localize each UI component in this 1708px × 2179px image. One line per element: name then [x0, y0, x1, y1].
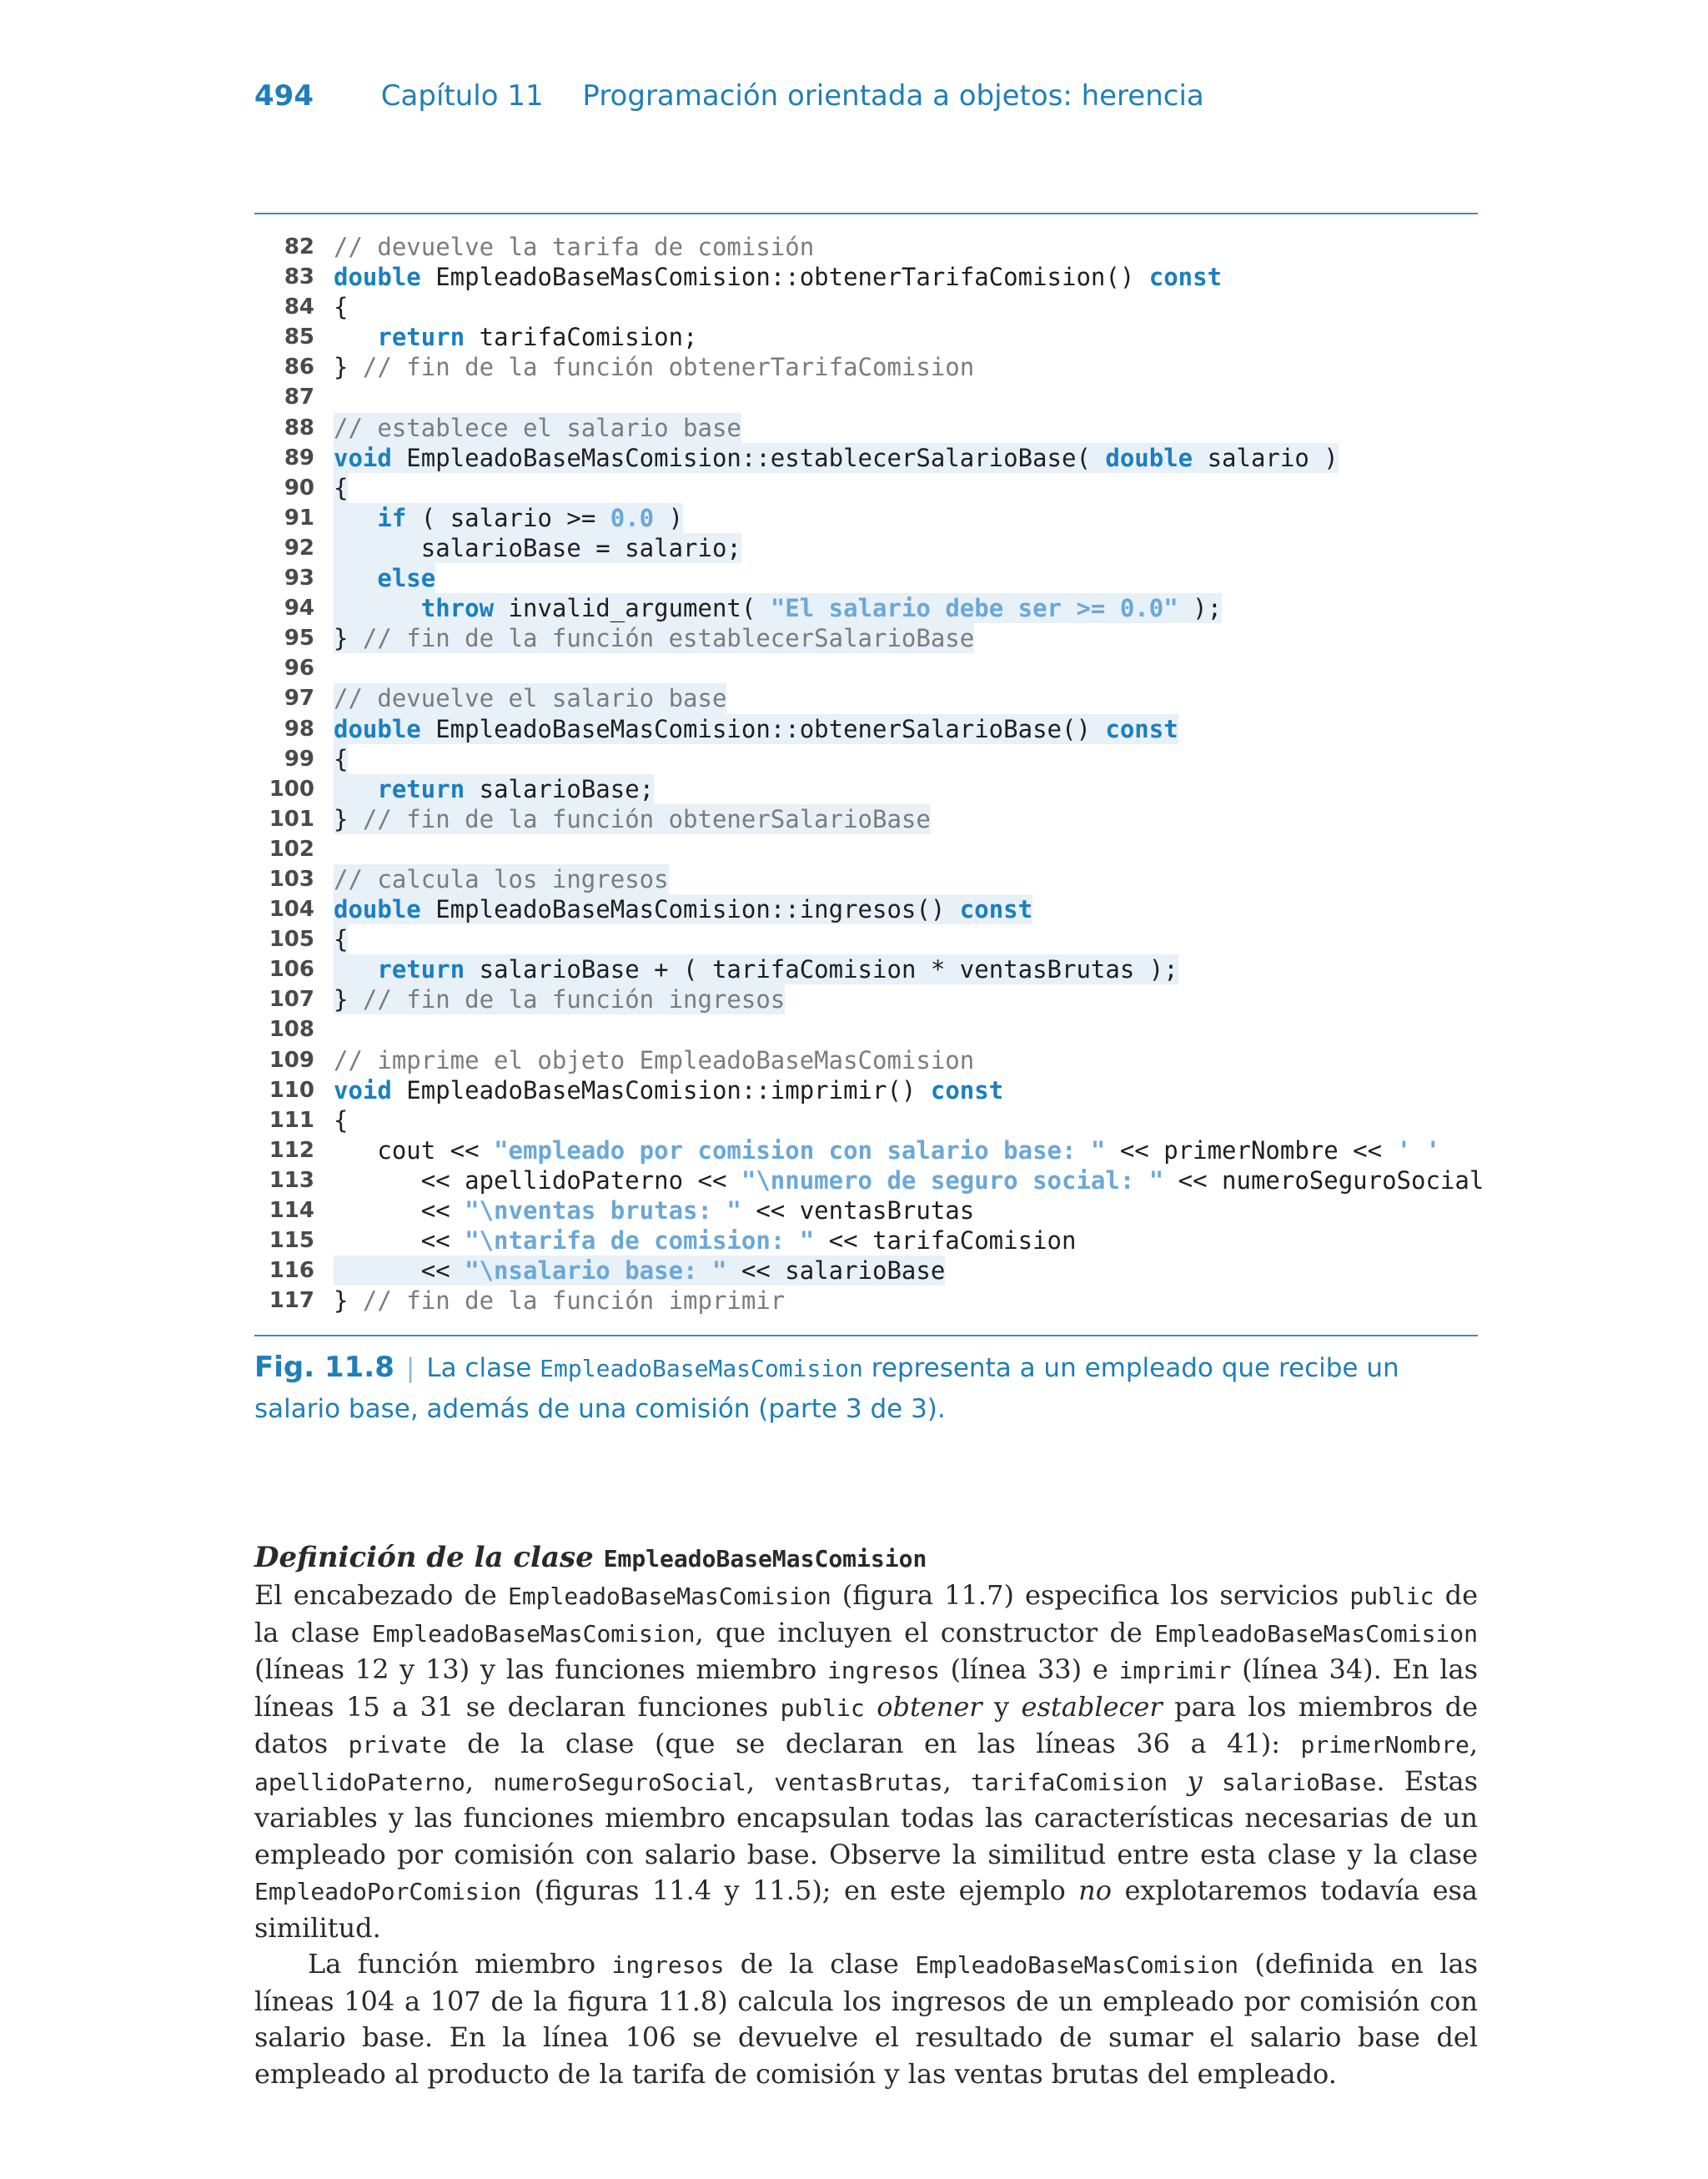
code-line: [254, 804, 1478, 834]
text-run: (definida en las líneas 104 a 107 de la figura 11.8) calcula los ingresos de un empleado por comisión con salario base. En la línea 106 se devuelve el resultado de sumar el salario base del empleado al producto de la tarifa de comisión y las ventas brutas del empleado.: [254, 1948, 1479, 2090]
text-run: de la clase: [254, 1579, 1479, 1648]
code-token: // fin de la función imprimir: [362, 1286, 786, 1316]
inline-code: EmpleadoBaseMasComision: [1154, 1619, 1479, 1648]
code-line: [254, 1105, 1478, 1135]
code-line: [254, 563, 1478, 593]
code-token: // fin de la función establecerSalarioBase: [362, 624, 975, 653]
code-line: [254, 653, 1478, 683]
code-token: void: [334, 443, 392, 472]
line-number: 100: [269, 776, 314, 802]
code-text: [334, 924, 348, 954]
code-token: [334, 955, 377, 984]
code-line: [254, 1014, 1478, 1044]
code-token: }: [334, 1286, 363, 1316]
code-token: EmpleadoBaseMasComision::ingresos(): [420, 895, 960, 924]
code-token: // establece el salario base: [334, 413, 741, 442]
code-text: [334, 322, 698, 352]
code-line: [254, 1225, 1478, 1256]
line-number: 102: [269, 836, 314, 862]
chapter-title: Programación orientada a objetos: herencia: [582, 79, 1204, 113]
code-token: {: [334, 744, 349, 773]
line-number: 112: [269, 1137, 314, 1163]
figure-caption: [254, 1347, 1478, 1429]
code-token: void: [334, 1075, 392, 1105]
caption-text-1: La clase: [426, 1353, 540, 1383]
code-token: else: [377, 564, 436, 593]
line-number: 86: [284, 355, 314, 380]
code-token: const: [1105, 714, 1178, 743]
line-number: 101: [269, 806, 314, 832]
code-token: salarioBase + ( tarifaComision * ventasBrutas );: [465, 955, 1178, 984]
code-token: double: [1105, 443, 1193, 472]
code-token: return: [377, 323, 465, 352]
code-token: ): [654, 503, 684, 532]
code-text: [334, 1135, 1440, 1165]
inline-code: imprimir: [1118, 1657, 1232, 1684]
text-run: establecer: [1021, 1690, 1163, 1723]
line-number: 85: [284, 325, 314, 350]
text-run: La función miembro: [308, 1948, 612, 1980]
code-line: [254, 382, 1478, 412]
text-run: ,: [746, 1764, 775, 1797]
line-number: 82: [284, 234, 314, 259]
code-line: [254, 774, 1478, 804]
line-number: 99: [284, 746, 314, 772]
line-number: 90: [284, 475, 314, 501]
code-token: }: [334, 985, 363, 1014]
code-text: [334, 473, 348, 503]
code-text: [334, 352, 974, 382]
code-token: // calcula los ingresos: [334, 864, 669, 893]
code-token: // fin de la función obtenerTarifaComision: [362, 353, 975, 382]
code-token: }: [334, 624, 363, 653]
text-run: [865, 1691, 877, 1723]
code-line: [254, 533, 1478, 563]
code-token: [334, 775, 377, 803]
line-number: 110: [269, 1077, 314, 1103]
code-token: cout <<: [334, 1135, 495, 1165]
text-run: (línea 33) e: [939, 1653, 1119, 1685]
text-run: explotaremos todavía esa similitud.: [254, 1875, 1479, 1944]
code-token: 0.0: [610, 503, 655, 532]
code-line: [254, 443, 1478, 473]
inline-code: numeroSeguroSocial: [493, 1768, 746, 1796]
code-token: );: [1178, 594, 1223, 623]
paragraph-2: [254, 1946, 1478, 2092]
running-header: [254, 79, 1204, 113]
code-line: [254, 924, 1478, 954]
code-token: salarioBase = salario;: [334, 533, 741, 562]
text-run: ,: [465, 1764, 494, 1797]
code-token: salarioBase;: [465, 774, 655, 803]
inline-code: apellidoPaterno: [254, 1768, 465, 1796]
caption-separator: |: [405, 1353, 415, 1383]
text-run: ,: [1469, 1728, 1479, 1759]
code-line: [254, 262, 1478, 292]
inline-code: ingresos: [611, 1951, 725, 1979]
line-number: 117: [269, 1288, 314, 1314]
code-token: throw: [420, 594, 495, 623]
code-line: [254, 1286, 1478, 1316]
line-number: 96: [284, 656, 314, 682]
code-token: }: [334, 804, 363, 833]
code-token: "\nsalario base: ": [465, 1256, 727, 1286]
code-line: [254, 954, 1478, 984]
text-run: de la clase: [724, 1948, 916, 1980]
page-number: 494: [254, 79, 314, 113]
code-text: [334, 954, 1178, 984]
text-run: , que incluyen el constructor de: [695, 1616, 1155, 1648]
text-run: y: [1187, 1764, 1203, 1797]
line-number: 98: [284, 716, 314, 742]
code-token: "\ntarifa de comision: ": [465, 1226, 815, 1256]
code-token: [334, 564, 377, 592]
code-line: [254, 232, 1478, 262]
code-line: [254, 413, 1478, 443]
code-token: // devuelve el salario base: [334, 684, 727, 713]
code-line: [254, 593, 1478, 623]
line-number: 113: [269, 1167, 314, 1193]
line-number: 114: [269, 1198, 314, 1223]
line-number: 106: [269, 957, 314, 983]
code-token: tarifaComision;: [465, 323, 698, 352]
code-token: if: [377, 503, 407, 532]
inline-code: public: [1349, 1583, 1434, 1610]
text-run: de la clase (que se declaran en las líneas 36 a 41):: [446, 1728, 1301, 1759]
code-token: "\nventas brutas: ": [465, 1196, 741, 1225]
code-text: [334, 503, 683, 533]
code-token: double: [334, 263, 421, 292]
code-token: "El salario debe ser >= 0.0": [770, 594, 1178, 623]
text-run: ,: [942, 1764, 972, 1797]
code-text: [334, 1195, 974, 1225]
text-run: El encabezado de: [254, 1579, 508, 1611]
text-run: [1203, 1765, 1222, 1797]
code-text: [334, 1105, 348, 1135]
line-number: 93: [284, 566, 314, 591]
text-run: . Estas variables y las funciones miembro encapsulan todas las características necesarias de un empleado por comisión con salario base. Observe la similitud entre esta clase y la clase: [254, 1764, 1479, 1870]
inline-code: tarifaComision: [971, 1768, 1168, 1796]
line-number: 108: [269, 1017, 314, 1043]
code-text: [334, 683, 726, 713]
code-token: [334, 594, 421, 622]
code-token: // imprime el objeto EmpleadoBaseMasComision: [334, 1045, 975, 1074]
code-text: [334, 623, 974, 653]
line-number: 103: [269, 866, 314, 892]
caption-text-2: representa a un empleado que recibe un salario base, además de una comisión (parte 3 de 3).: [254, 1353, 1399, 1424]
code-token: double: [334, 895, 421, 924]
code-text: [334, 563, 435, 593]
code-text: [334, 744, 348, 774]
text-run: (figura 11.7) especifica los servicios: [831, 1579, 1350, 1611]
code-line: [254, 503, 1478, 533]
code-token: return: [377, 955, 465, 984]
code-line: [254, 1195, 1478, 1225]
code-token: salario ): [1193, 443, 1339, 472]
code-token: double: [334, 714, 421, 743]
code-text: [334, 774, 654, 804]
code-token: {: [334, 925, 349, 954]
code-line: [254, 623, 1478, 653]
code-token: [334, 323, 377, 351]
code-line: [254, 473, 1478, 503]
code-line: [254, 292, 1478, 322]
code-line: [254, 1165, 1484, 1195]
code-listing: [254, 232, 1484, 1316]
caption-code: EmpleadoBaseMasComision: [540, 1355, 863, 1382]
code-text: [334, 1225, 1076, 1256]
code-text: [334, 1286, 785, 1316]
code-token: const: [1148, 263, 1223, 292]
figure-label: Fig. 11.8: [254, 1351, 394, 1384]
code-line: [254, 894, 1478, 924]
code-line: [254, 834, 1478, 864]
code-text: [334, 1165, 1484, 1195]
inline-code: salarioBase: [1221, 1768, 1377, 1796]
code-token: invalid_argument(: [494, 594, 771, 623]
code-token: << primerNombre <<: [1105, 1135, 1397, 1165]
line-number: 116: [269, 1258, 314, 1284]
paragraph-1: [254, 1578, 1478, 1946]
line-number: 88: [284, 415, 314, 440]
code-text: [334, 894, 1032, 924]
code-text: [334, 1075, 1003, 1105]
code-text: [334, 593, 1222, 623]
code-token: << ventasBrutas: [741, 1196, 975, 1225]
section-heading-code: EmpleadoBaseMasComision: [603, 1545, 927, 1573]
text-run: (líneas 12 y 13) y las funciones miembro: [254, 1653, 828, 1685]
code-text: [334, 984, 785, 1014]
code-text: [334, 292, 348, 322]
code-token: <<: [334, 1256, 465, 1286]
section-heading: [254, 1539, 1478, 1578]
line-number: 94: [284, 596, 314, 621]
line-number: 87: [284, 385, 314, 410]
line-number: 107: [269, 987, 314, 1013]
line-number: 97: [284, 686, 314, 712]
code-line: [254, 683, 1478, 713]
code-text: [334, 533, 741, 563]
line-number: 83: [284, 264, 314, 290]
code-line: [254, 322, 1478, 352]
inline-code: EmpleadoBaseMasComision: [507, 1583, 831, 1610]
code-token: const: [959, 895, 1033, 924]
code-text: [334, 413, 741, 443]
code-text: [334, 804, 931, 834]
code-text: [334, 232, 814, 262]
code-line: [254, 1045, 1478, 1075]
section-heading-text: Definición de la clase: [254, 1541, 604, 1574]
line-number: 105: [269, 927, 314, 953]
chapter-label: Capítulo 11: [380, 79, 544, 113]
code-token: // fin de la función obtenerSalarioBase: [362, 804, 931, 833]
text-run: (línea 34). En las líneas 15 a 31 se declaran funciones: [254, 1653, 1479, 1723]
line-number: 84: [284, 294, 314, 320]
code-line: [254, 1256, 1478, 1286]
code-token: "empleado por comision con salario base: ": [494, 1135, 1106, 1165]
line-number: 89: [284, 445, 314, 471]
line-number: 92: [284, 535, 314, 561]
line-number: 115: [269, 1228, 314, 1254]
line-number: 111: [269, 1107, 314, 1133]
code-line: [254, 352, 1478, 382]
inline-code: private: [348, 1731, 447, 1759]
code-token: << apellidoPaterno <<: [334, 1165, 741, 1195]
inline-code: EmpleadoBaseMasComision: [915, 1951, 1238, 1979]
code-text: [334, 1256, 945, 1286]
code-token: {: [334, 473, 349, 502]
code-token: << salarioBase: [726, 1256, 946, 1286]
text-run: para los miembros de datos: [254, 1690, 1479, 1759]
code-token: EmpleadoBaseMasComision::obtenerTarifaComision(): [420, 263, 1149, 292]
inline-code: ventasBrutas: [774, 1768, 943, 1796]
line-number: 95: [284, 626, 314, 652]
code-token: const: [930, 1075, 1004, 1105]
inline-code: EmpleadoPorComision: [254, 1878, 522, 1905]
code-token: EmpleadoBaseMasComision::establecerSalarioBase(: [391, 443, 1106, 472]
code-token: }: [334, 353, 363, 382]
code-token: ' ': [1396, 1135, 1440, 1165]
text-run: no: [1078, 1875, 1113, 1906]
text-run: (figuras 11.4 y 11.5); en este ejemplo: [521, 1875, 1079, 1906]
text-run: y: [982, 1690, 1022, 1723]
code-token: <<: [334, 1196, 465, 1225]
inline-code: primerNombre: [1300, 1731, 1469, 1759]
text-run: obtener: [877, 1690, 982, 1723]
figure-top-rule: [254, 213, 1478, 214]
code-token: << tarifaComision: [814, 1226, 1077, 1256]
code-text: [334, 714, 1178, 744]
inline-code: EmpleadoBaseMasComision: [371, 1619, 696, 1648]
line-number: 104: [269, 897, 314, 923]
code-token: {: [334, 1105, 349, 1135]
code-token: EmpleadoBaseMasComision::imprimir(): [391, 1075, 931, 1105]
code-line: [254, 864, 1478, 894]
inline-code: ingresos: [827, 1657, 940, 1684]
code-text: [334, 443, 1339, 473]
code-line: [254, 1075, 1478, 1105]
code-line: [254, 984, 1478, 1014]
code-token: [334, 504, 377, 532]
code-token: // fin de la función ingresos: [362, 985, 786, 1014]
line-number: 109: [269, 1047, 314, 1073]
figure-bottom-rule: [254, 1335, 1478, 1336]
code-text: [334, 864, 669, 894]
code-token: return: [377, 774, 465, 803]
code-token: <<: [334, 1226, 465, 1256]
code-token: "\nnumero de seguro social: ": [741, 1165, 1164, 1195]
code-line: [254, 714, 1478, 744]
body-text: [254, 1539, 1478, 2092]
code-token: // devuelve la tarifa de comisión: [334, 233, 815, 261]
text-run: [1168, 1765, 1187, 1797]
inline-code: public: [780, 1693, 865, 1722]
code-text: [334, 1045, 974, 1075]
code-token: EmpleadoBaseMasComision::obtenerSalarioBase(): [420, 714, 1106, 743]
code-token: ( salario >=: [406, 503, 610, 532]
line-number: 91: [284, 505, 314, 531]
code-token: << numeroSeguroSocial: [1163, 1165, 1484, 1195]
code-token: {: [334, 293, 349, 322]
code-text: [334, 262, 1222, 292]
code-line: [254, 744, 1478, 774]
code-line: [254, 1135, 1478, 1165]
